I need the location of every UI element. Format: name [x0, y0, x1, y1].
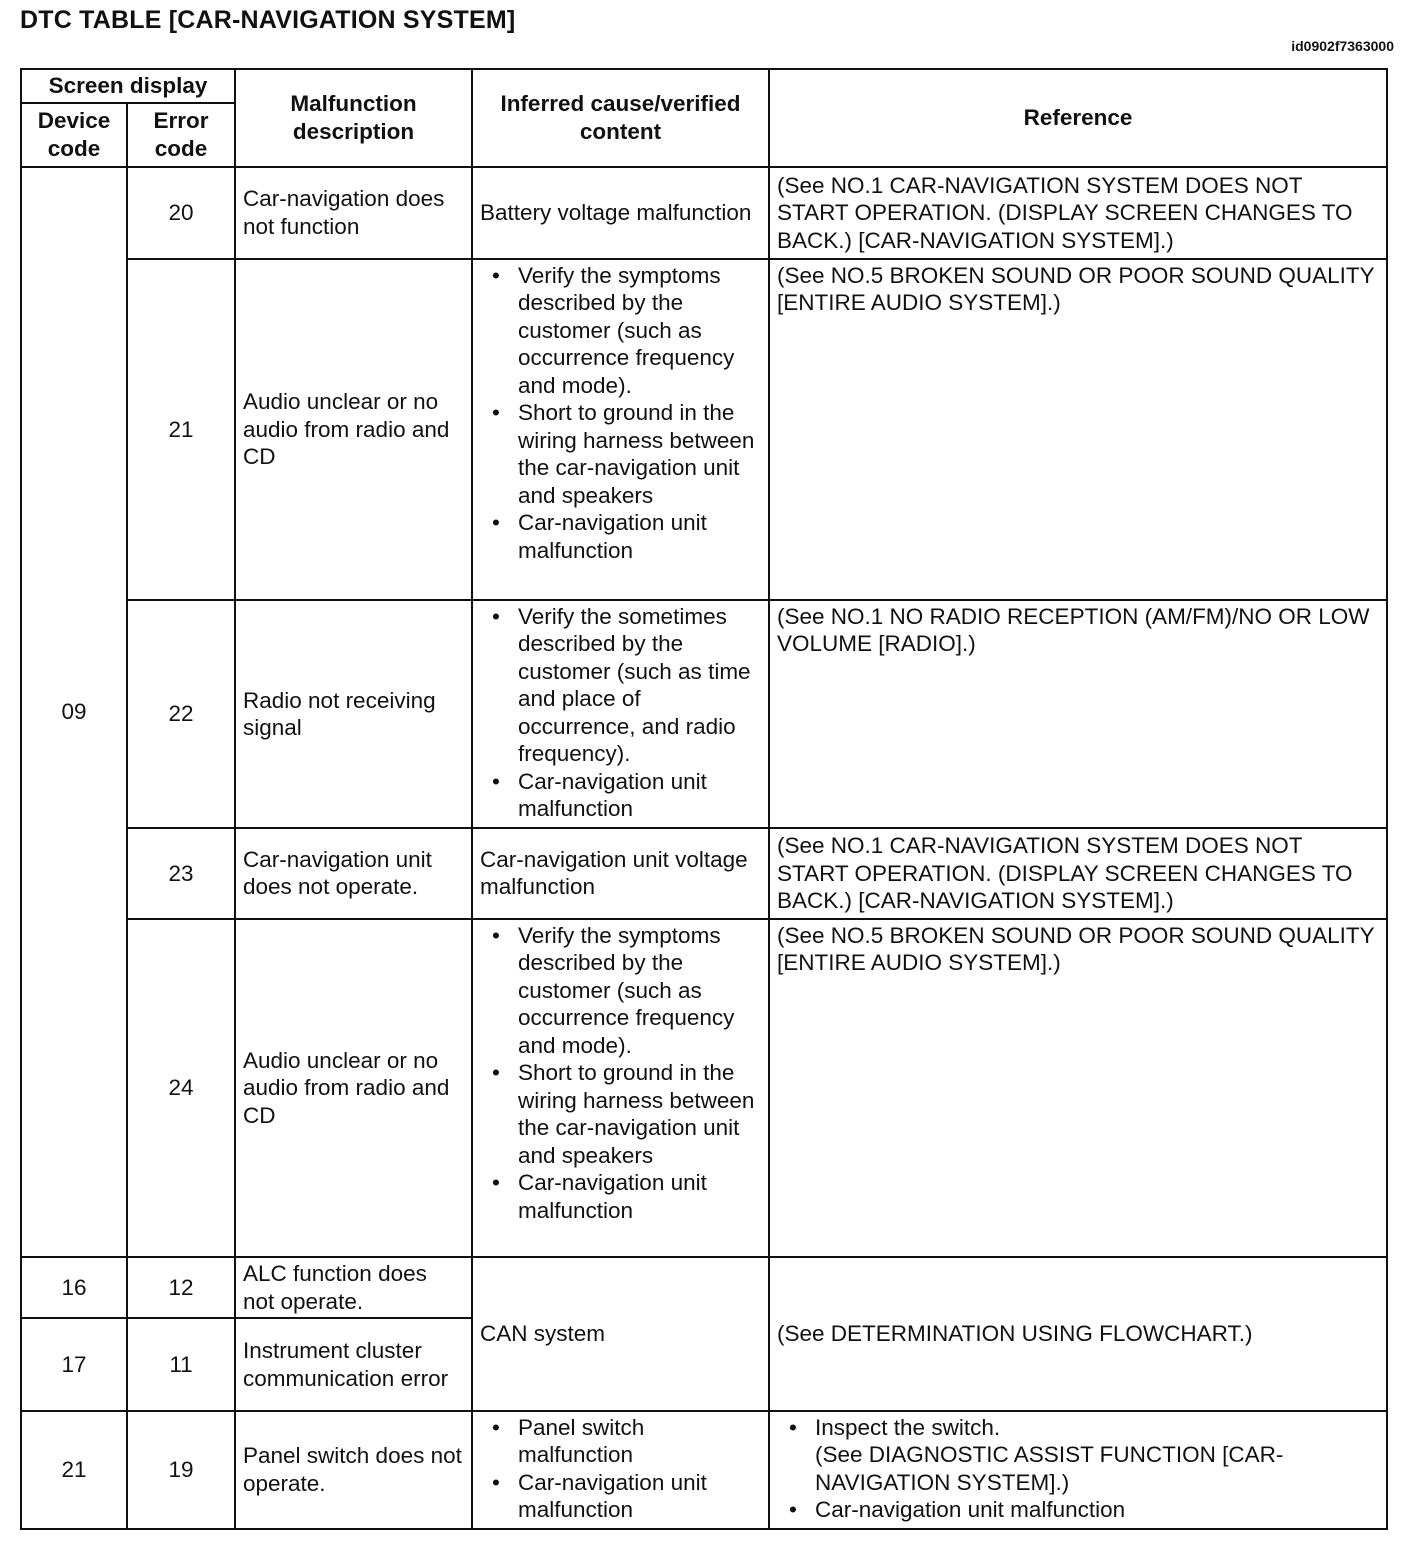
- cause-list-item: • Short to ground in the wiring harness between the car-navigation unit and speakers: [518, 399, 761, 509]
- error-code-cell: 24: [127, 919, 235, 1258]
- reference-cell: (See DETERMINATION USING FLOWCHART.): [769, 1257, 1387, 1410]
- reference-cell: (See NO.1 CAR-NAVIGATION SYSTEM DOES NOT START OPERATION. (DISPLAY SCREEN CHANGES TO BACK.) [CAR-NAVIGATION SYSTEM].): [769, 167, 1387, 259]
- page-title: DTC TABLE [CAR-NAVIGATION SYSTEM]: [20, 6, 516, 34]
- header-error-code: Error code: [127, 103, 235, 167]
- reference-list: [777, 1414, 1379, 1524]
- error-code-cell: 20: [127, 167, 235, 259]
- table-row: [21, 600, 1387, 829]
- dtc-table: [20, 68, 1388, 1530]
- cause-list-item: • Car-navigation unit malfunction: [518, 509, 761, 564]
- malfunction-cell: ALC function does not operate.: [235, 1257, 472, 1318]
- device-code-cell: 09: [21, 167, 127, 1258]
- reference-list-item: [815, 1414, 1379, 1497]
- reference-cell: (See NO.1 CAR-NAVIGATION SYSTEM DOES NOT START OPERATION. (DISPLAY SCREEN CHANGES TO BACK.) [CAR-NAVIGATION SYSTEM].): [769, 828, 1387, 918]
- malfunction-cell: Instrument cluster communication error: [235, 1318, 472, 1410]
- reference-list-item: • Car-navigation unit malfunction: [815, 1496, 1379, 1524]
- cause-list: [480, 1414, 761, 1524]
- malfunction-cell: Panel switch does not operate.: [235, 1411, 472, 1529]
- error-code-cell: 23: [127, 828, 235, 918]
- header-row-1: [21, 69, 1387, 103]
- table-row: [21, 828, 1387, 918]
- cause-list-item: • Short to ground in the wiring harness between the car-navigation unit and speakers: [518, 1059, 761, 1169]
- cause-list-item: • Car-navigation unit malfunction: [518, 768, 761, 823]
- table-row: [21, 1411, 1387, 1529]
- reference-cell: (See NO.1 NO RADIO RECEPTION (AM/FM)/NO OR LOW VOLUME [RADIO].): [769, 600, 1387, 829]
- malfunction-cell: Radio not receiving signal: [235, 600, 472, 829]
- reference-subnote: (See DIAGNOSTIC ASSIST FUNCTION [CAR-NAVIGATION SYSTEM].): [815, 1442, 1284, 1495]
- error-code-cell: 19: [127, 1411, 235, 1529]
- malfunction-cell: Car-navigation unit does not operate.: [235, 828, 472, 918]
- malfunction-cell: Audio unclear or no audio from radio and CD: [235, 919, 472, 1258]
- device-code-cell: 21: [21, 1411, 127, 1529]
- table-row: [21, 1257, 1387, 1318]
- cause-cell: Car-navigation unit voltage malfunction: [472, 828, 769, 918]
- reference-cell: (See NO.5 BROKEN SOUND OR POOR SOUND QUALITY [ENTIRE AUDIO SYSTEM].): [769, 919, 1387, 1258]
- header-device-code: Device code: [21, 103, 127, 167]
- header-reference: Reference: [769, 69, 1387, 167]
- table-row: [21, 919, 1387, 1258]
- device-code-cell: 16: [21, 1257, 127, 1318]
- cause-list: [480, 262, 761, 565]
- reference-cell: (See NO.5 BROKEN SOUND OR POOR SOUND QUALITY [ENTIRE AUDIO SYSTEM].): [769, 259, 1387, 600]
- table-row: [21, 259, 1387, 600]
- reference-item-text: Inspect the switch.: [815, 1414, 1001, 1440]
- error-code-cell: 21: [127, 259, 235, 600]
- table-row: [21, 167, 1387, 259]
- cause-cell: [472, 259, 769, 600]
- reference-cell: [769, 1411, 1387, 1529]
- header-malfunction: Malfunction description: [235, 69, 472, 167]
- malfunction-cell: Car-navigation does not function: [235, 167, 472, 259]
- cause-cell: [472, 1411, 769, 1529]
- error-code-cell: 12: [127, 1257, 235, 1318]
- cause-cell: CAN system: [472, 1257, 769, 1410]
- cause-cell: [472, 600, 769, 829]
- cause-list: [480, 603, 761, 823]
- cause-list-item: • Verify the symptoms described by the customer (such as occurrence frequency and mode).: [518, 922, 761, 1060]
- device-code-cell: 17: [21, 1318, 127, 1410]
- cause-list-item: • Car-navigation unit malfunction: [518, 1169, 761, 1224]
- cause-list: [480, 922, 761, 1225]
- cause-list-item: • Verify the sometimes described by the customer (such as time and place of occurrence, and radio frequency).: [518, 603, 761, 768]
- header-cause: Inferred cause/verified content: [472, 69, 769, 167]
- cause-list-item: • Panel switch malfunction: [518, 1414, 761, 1469]
- document-id: id0902f7363000: [1291, 38, 1394, 54]
- error-code-cell: 11: [127, 1318, 235, 1410]
- header-screen-display: Screen display: [21, 69, 235, 103]
- cause-list-item: • Car-navigation unit malfunction: [518, 1469, 761, 1524]
- cause-list-item: • Verify the symptoms described by the customer (such as occurrence frequency and mode).: [518, 262, 761, 400]
- error-code-cell: 22: [127, 600, 235, 829]
- cause-cell: [472, 919, 769, 1258]
- cause-cell: Battery voltage malfunction: [472, 167, 769, 259]
- malfunction-cell: Audio unclear or no audio from radio and CD: [235, 259, 472, 600]
